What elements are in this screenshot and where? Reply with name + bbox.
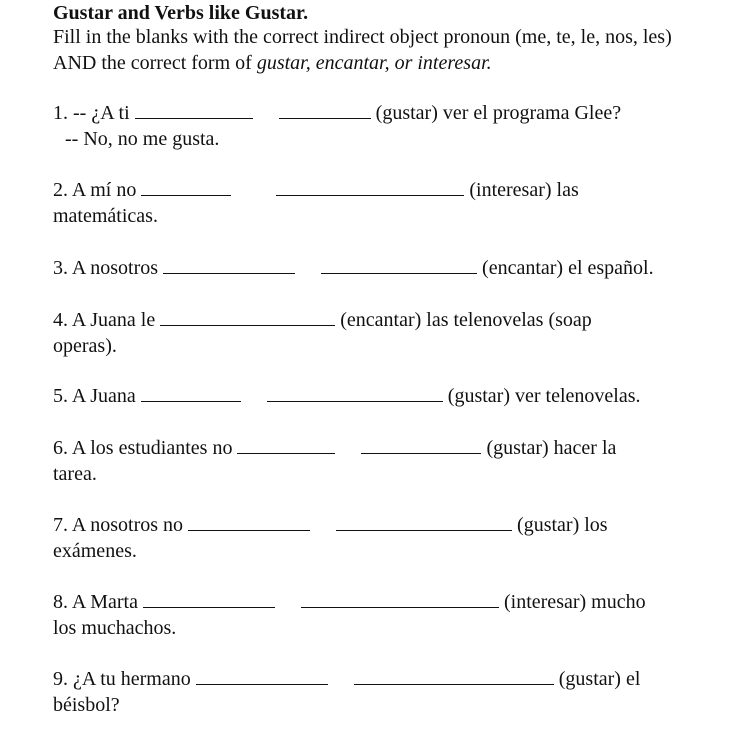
question-text: 3. A nosotros <box>53 257 164 279</box>
verb-hint: (gustar) ver telenovelas. <box>442 385 641 407</box>
question-2 <box>53 177 713 229</box>
answer-text: -- No, no me gusta. <box>65 128 220 150</box>
question-continuation: operas). <box>53 335 117 357</box>
verb-hint: (encantar) el español. <box>477 257 654 279</box>
question-continuation: matemáticas. <box>53 205 158 227</box>
question-text: 4. A Juana le <box>53 309 161 331</box>
question-text: 9. ¿A tu hermano <box>53 668 196 690</box>
verb-hint: (interesar) mucho <box>499 591 646 613</box>
verb-blank[interactable] <box>279 100 371 119</box>
question-continuation: exámenes. <box>53 540 137 562</box>
instructions <box>53 24 703 76</box>
verb-blank[interactable] <box>160 307 335 326</box>
verb-blank[interactable] <box>267 383 443 402</box>
verb-blank[interactable] <box>301 589 499 608</box>
instructions-verbs: gustar, encantar, or interesar. <box>256 52 492 74</box>
question-continuation: tarea. <box>53 463 97 485</box>
worksheet-title: Gustar and Verbs like Gustar. <box>53 2 309 24</box>
verb-blank[interactable] <box>276 177 464 196</box>
verb-blank[interactable] <box>361 435 481 454</box>
question-4 <box>53 307 713 359</box>
verb-hint: (interesar) las <box>464 179 579 201</box>
question-continuation: los muchachos. <box>53 617 177 639</box>
verb-blank[interactable] <box>354 666 554 685</box>
pronoun-blank[interactable] <box>143 589 275 608</box>
pronoun-blank[interactable] <box>163 255 295 274</box>
verb-hint: (encantar) las telenovelas (soap <box>335 309 592 331</box>
pronoun-blank[interactable] <box>141 177 231 196</box>
question-text: 1. -- ¿A ti <box>53 102 135 124</box>
pronoun-blank[interactable] <box>188 512 310 531</box>
question-text: 5. A Juana <box>53 385 141 407</box>
pronoun-blank[interactable] <box>237 435 335 454</box>
question-text: 6. A los estudiantes no <box>53 437 238 459</box>
verb-blank[interactable] <box>336 512 512 531</box>
question-text: 8. A Marta <box>53 591 143 613</box>
pronoun-blank[interactable] <box>135 100 253 119</box>
question-6 <box>53 435 713 487</box>
question-3 <box>53 255 713 281</box>
question-8 <box>53 589 713 641</box>
pronoun-blank[interactable] <box>141 383 241 402</box>
verb-hint: (gustar) el <box>553 668 641 690</box>
question-1 <box>53 100 713 152</box>
verb-hint: (gustar) ver el programa Glee? <box>370 102 622 124</box>
question-text: 7. A nosotros no <box>53 514 189 536</box>
verb-hint: (gustar) los <box>512 514 608 536</box>
question-continuation: béisbol? <box>53 694 120 716</box>
pronoun-blank[interactable] <box>196 666 328 685</box>
instructions-text: Fill in the blanks with the correct indirect object pronoun (me, te, le, nos, les) AND the correct form of <box>53 26 672 74</box>
question-text: 2. A mí no <box>53 179 142 201</box>
verb-blank[interactable] <box>321 255 477 274</box>
question-7 <box>53 512 713 564</box>
verb-hint: (gustar) hacer la <box>481 437 617 459</box>
question-9 <box>53 666 713 718</box>
question-5 <box>53 383 713 409</box>
